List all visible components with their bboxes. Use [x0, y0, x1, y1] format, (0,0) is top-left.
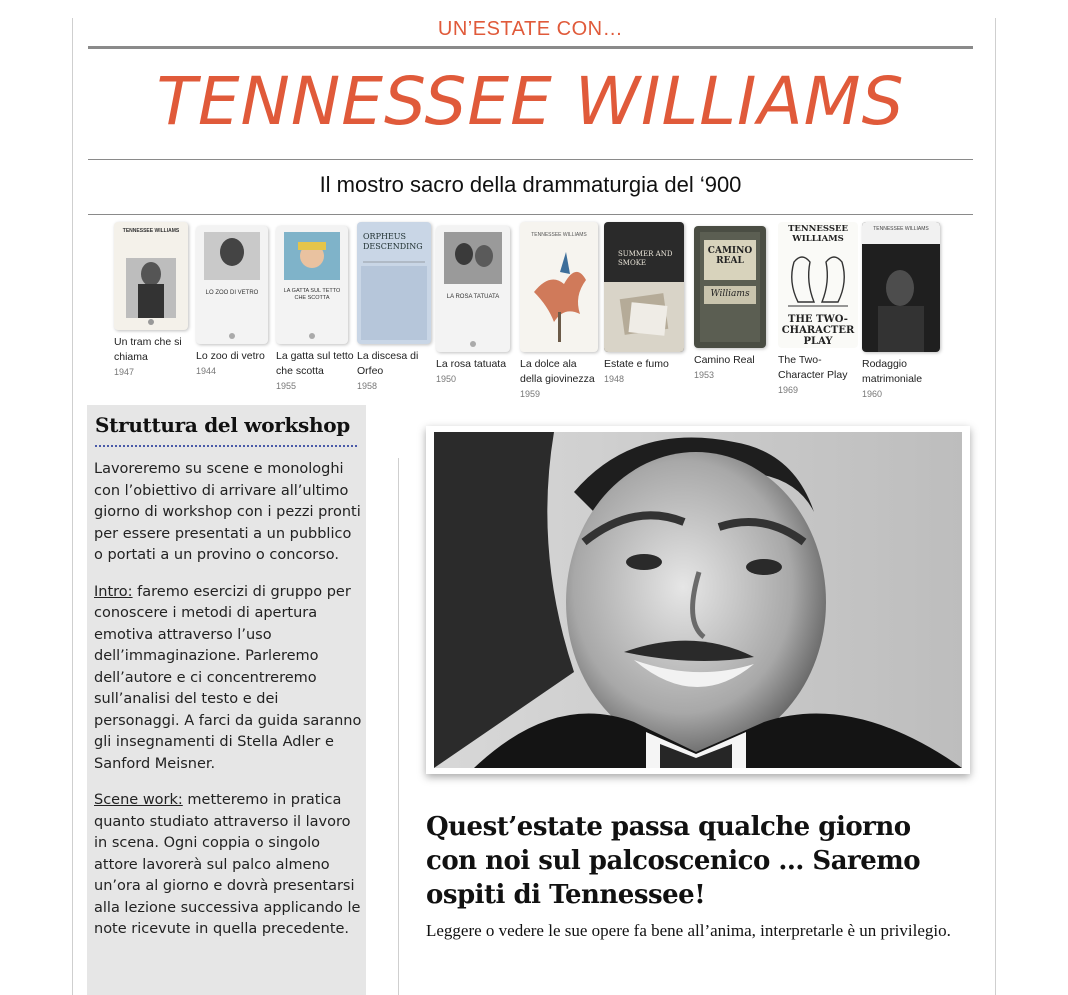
book-item[interactable] [276, 222, 356, 391]
page-border-right [995, 18, 996, 995]
cover-text: TENNESSEE WILLIAMS [531, 232, 587, 238]
sidebar-paragraph [94, 790, 362, 941]
book-item[interactable] [196, 222, 276, 376]
cover-text: TENNESSEE WILLIAMS [788, 224, 848, 244]
sidebar-body [94, 459, 362, 956]
kicker: UN’ESTATE CON… [437, 18, 624, 40]
book-year: 1955 [276, 381, 297, 391]
portrait-frame [426, 426, 970, 774]
cover-text: LO ZOO DI VETRO [205, 290, 259, 296]
cover-text: ORPHEUS DESCENDING [363, 232, 423, 251]
book-gallery [114, 222, 954, 407]
cover-text: TENNESSEE WILLIAMS [122, 228, 180, 234]
book-cover[interactable] [694, 226, 766, 348]
book-cover[interactable] [436, 226, 510, 352]
book-year: 1944 [196, 366, 217, 376]
portrait-photo [434, 432, 962, 768]
article-lead: Leggere o vedere le sue opere fa bene all’anima, interpretarle è un privilegio. [426, 921, 951, 940]
sidebar-paragraph [94, 582, 362, 776]
workshop-sidebar [87, 405, 366, 995]
book-item[interactable] [604, 222, 684, 384]
cover-subtext: THE TWO-CHARACTER PLAY [781, 314, 855, 347]
cover-text: LA GATTA SUL TETTO CHE SCOTTA [283, 288, 341, 301]
book-title: La dolce ala della giovinezza [520, 358, 595, 385]
book-year: 1948 [604, 374, 625, 384]
sidebar-title: Struttura del workshop [95, 413, 350, 437]
book-cover-art [196, 226, 268, 344]
book-cover-art [276, 226, 348, 344]
cover-text: CAMINO REAL [707, 246, 753, 266]
book-year: 1959 [520, 389, 541, 399]
cover-text: TENNESSEE WILLIAMS [873, 226, 929, 232]
book-cover[interactable] [276, 226, 348, 344]
book-year: 1947 [114, 367, 135, 377]
book-item[interactable] [436, 222, 516, 384]
book-title: Lo zoo di vetro [196, 350, 265, 362]
book-item[interactable] [114, 222, 194, 377]
scene-work-label: Scene work: [94, 792, 183, 808]
book-year: 1960 [862, 389, 883, 399]
cover-subtext: Williams [710, 289, 750, 299]
book-year: 1953 [694, 370, 715, 380]
book-title: Camino Real [694, 354, 755, 366]
book-title: La discesa di Orfeo [357, 350, 419, 377]
book-title: Rodaggio matrimoniale [862, 358, 923, 385]
book-cover[interactable] [862, 222, 940, 352]
book-cover[interactable] [778, 222, 858, 348]
book-cover-art [436, 226, 510, 352]
book-item[interactable] [357, 222, 437, 391]
book-cover[interactable] [196, 226, 268, 344]
book-cover-art [694, 226, 766, 348]
book-cover-art [114, 222, 188, 330]
article-continuation [426, 985, 966, 995]
cover-text: SUMMER AND SMOKE [618, 250, 673, 267]
portrait-illustration [434, 432, 962, 768]
book-cover-art [520, 222, 598, 352]
page-border-left [72, 18, 73, 995]
book-title: Estate e fumo [604, 358, 669, 370]
book-title: La rosa tatuata [436, 358, 507, 370]
book-cover[interactable] [357, 222, 431, 344]
title-rule-top [88, 159, 973, 160]
article-headline: Quest’estate passa qualche giorno con noi sul palcoscenico … Saremo ospiti di Tennessee! [426, 812, 921, 910]
page-subtitle: Il mostro sacro della drammaturgia del ‘900 [319, 172, 742, 197]
sidebar-paragraph: Lavoreremo su scene e monologhi con l’obiettivo di arrivare all’ultimo giorno di workshop con i pezzi pronti per essere presentati a un pubblico o portati a un provino o concorso. [94, 461, 361, 563]
intro-text: faremo esercizi di gruppo per conoscere i metodi di apertura emotiva attraverso l’uso dell’immaginazione. Parleremo dell’autore e ci concentreremo sull’analisi del testo e dei personaggi. A farci da guida saranno gli insegnamenti di Stella Adler e Sanford Meisner. [94, 583, 362, 772]
book-item[interactable] [694, 222, 774, 380]
book-cover[interactable] [114, 222, 188, 330]
scene-work-text: metteremo in pratica quanto studiato attraverso il lavoro in scena. Ogni coppia o singolo attore lavorerà sul palco almeno un’ora al giorno e dovrà presentarsi alla lezione successiva applicando le note ricevute in quella precedente. [94, 792, 361, 937]
book-year: 1950 [436, 374, 457, 384]
book-item[interactable] [862, 222, 942, 399]
book-cover[interactable] [520, 222, 598, 352]
column-divider [398, 458, 399, 995]
book-year: 1969 [778, 385, 799, 395]
header-rule [88, 46, 973, 49]
book-item[interactable] [778, 222, 858, 395]
dotted-divider [95, 445, 357, 447]
book-title: La gatta sul tetto che scotta [276, 350, 354, 377]
book-item[interactable] [520, 222, 600, 399]
page-title: TENNESSEE WILLIAMS [156, 63, 905, 140]
book-year: 1958 [357, 381, 378, 391]
book-cover-art [604, 222, 684, 352]
book-cover-art [862, 222, 940, 352]
cover-text: LA ROSA TATUATA [446, 294, 500, 300]
book-cover[interactable] [604, 222, 684, 352]
book-title: The Two-Character Play [778, 354, 848, 381]
intro-label: Intro: [94, 583, 133, 600]
book-title: Un tram che si chiama [114, 336, 182, 363]
title-rule-bottom [88, 214, 973, 215]
